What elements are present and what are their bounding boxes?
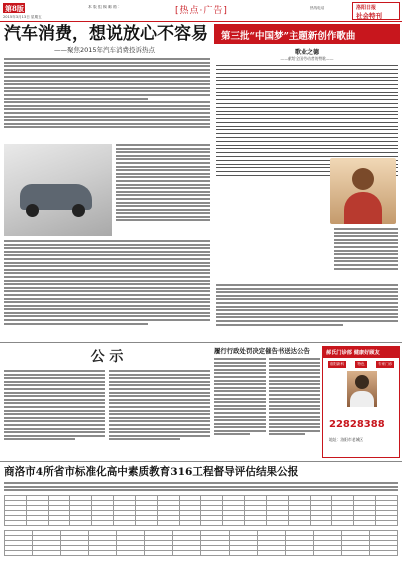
page-date: 2015年3月13日 星期五 — [3, 15, 42, 19]
main-subheadline: ——聚焦2015年汽车消费投诉热点 — [54, 46, 156, 54]
main-article — [4, 24, 210, 340]
evaluation-table — [4, 495, 398, 556]
song-panel — [214, 24, 400, 340]
song-side-text — [334, 228, 398, 271]
page-number: 第8版 — [5, 4, 24, 13]
bottom-headline: 商洛市4所省市标准化高中素质教育316工程督导评估结果公报 — [4, 466, 299, 478]
song-banner-text: 第三批“中国梦”主题新创作歌曲 — [221, 31, 356, 42]
legal-notice — [214, 346, 320, 458]
hotline-label: 热线电话 — [310, 6, 325, 10]
paper-brand-box — [352, 2, 400, 20]
page-number-badge — [3, 3, 25, 13]
bottom-article — [4, 464, 398, 572]
main-body-text — [4, 58, 210, 128]
song-subtitle: ——献给全国劳动者的赞歌—— — [280, 56, 334, 61]
main-body-right-column — [116, 144, 210, 223]
clinic-ad-banner — [323, 347, 399, 358]
ad-label-1: 洛阳新科 — [329, 362, 345, 366]
car-photo — [4, 144, 112, 236]
ad-label-2: 特色 — [357, 362, 365, 366]
clinic-phone: 22828388 — [329, 419, 385, 430]
clinic-ad-banner-text: 郝氏门诊部 健康好顾友 — [326, 350, 380, 356]
section-divider — [0, 342, 402, 343]
song-banner — [214, 24, 400, 44]
section-title: [热点·广告] — [175, 6, 228, 16]
ad-label-3: 专家门诊 — [377, 362, 393, 366]
song-lower-text — [216, 284, 398, 327]
announcement — [4, 346, 210, 458]
paper-name: 社会特刊 — [356, 12, 382, 20]
song-photo — [330, 158, 396, 224]
clinic-ad — [322, 346, 400, 458]
page-header — [0, 0, 402, 22]
main-body-lower — [4, 240, 210, 326]
legal-notice-title: 履行行政处罚决定催告书送达公告 — [214, 347, 310, 355]
editor-line: 本 版 组 稿 邮 箱 ： — [88, 5, 122, 9]
main-headline: 汽车消费，想说放心不容易 — [4, 24, 208, 44]
section-divider-2 — [0, 461, 402, 462]
song-title: 歌业之德 — [294, 49, 319, 56]
clinic-address: 地址：洛阳市老城区 — [329, 437, 364, 442]
paper-brand: 洛阳日报 — [356, 5, 377, 11]
doctor-photo — [347, 371, 377, 407]
header-rule — [0, 21, 402, 22]
announcement-title: 公 示 — [90, 349, 124, 365]
